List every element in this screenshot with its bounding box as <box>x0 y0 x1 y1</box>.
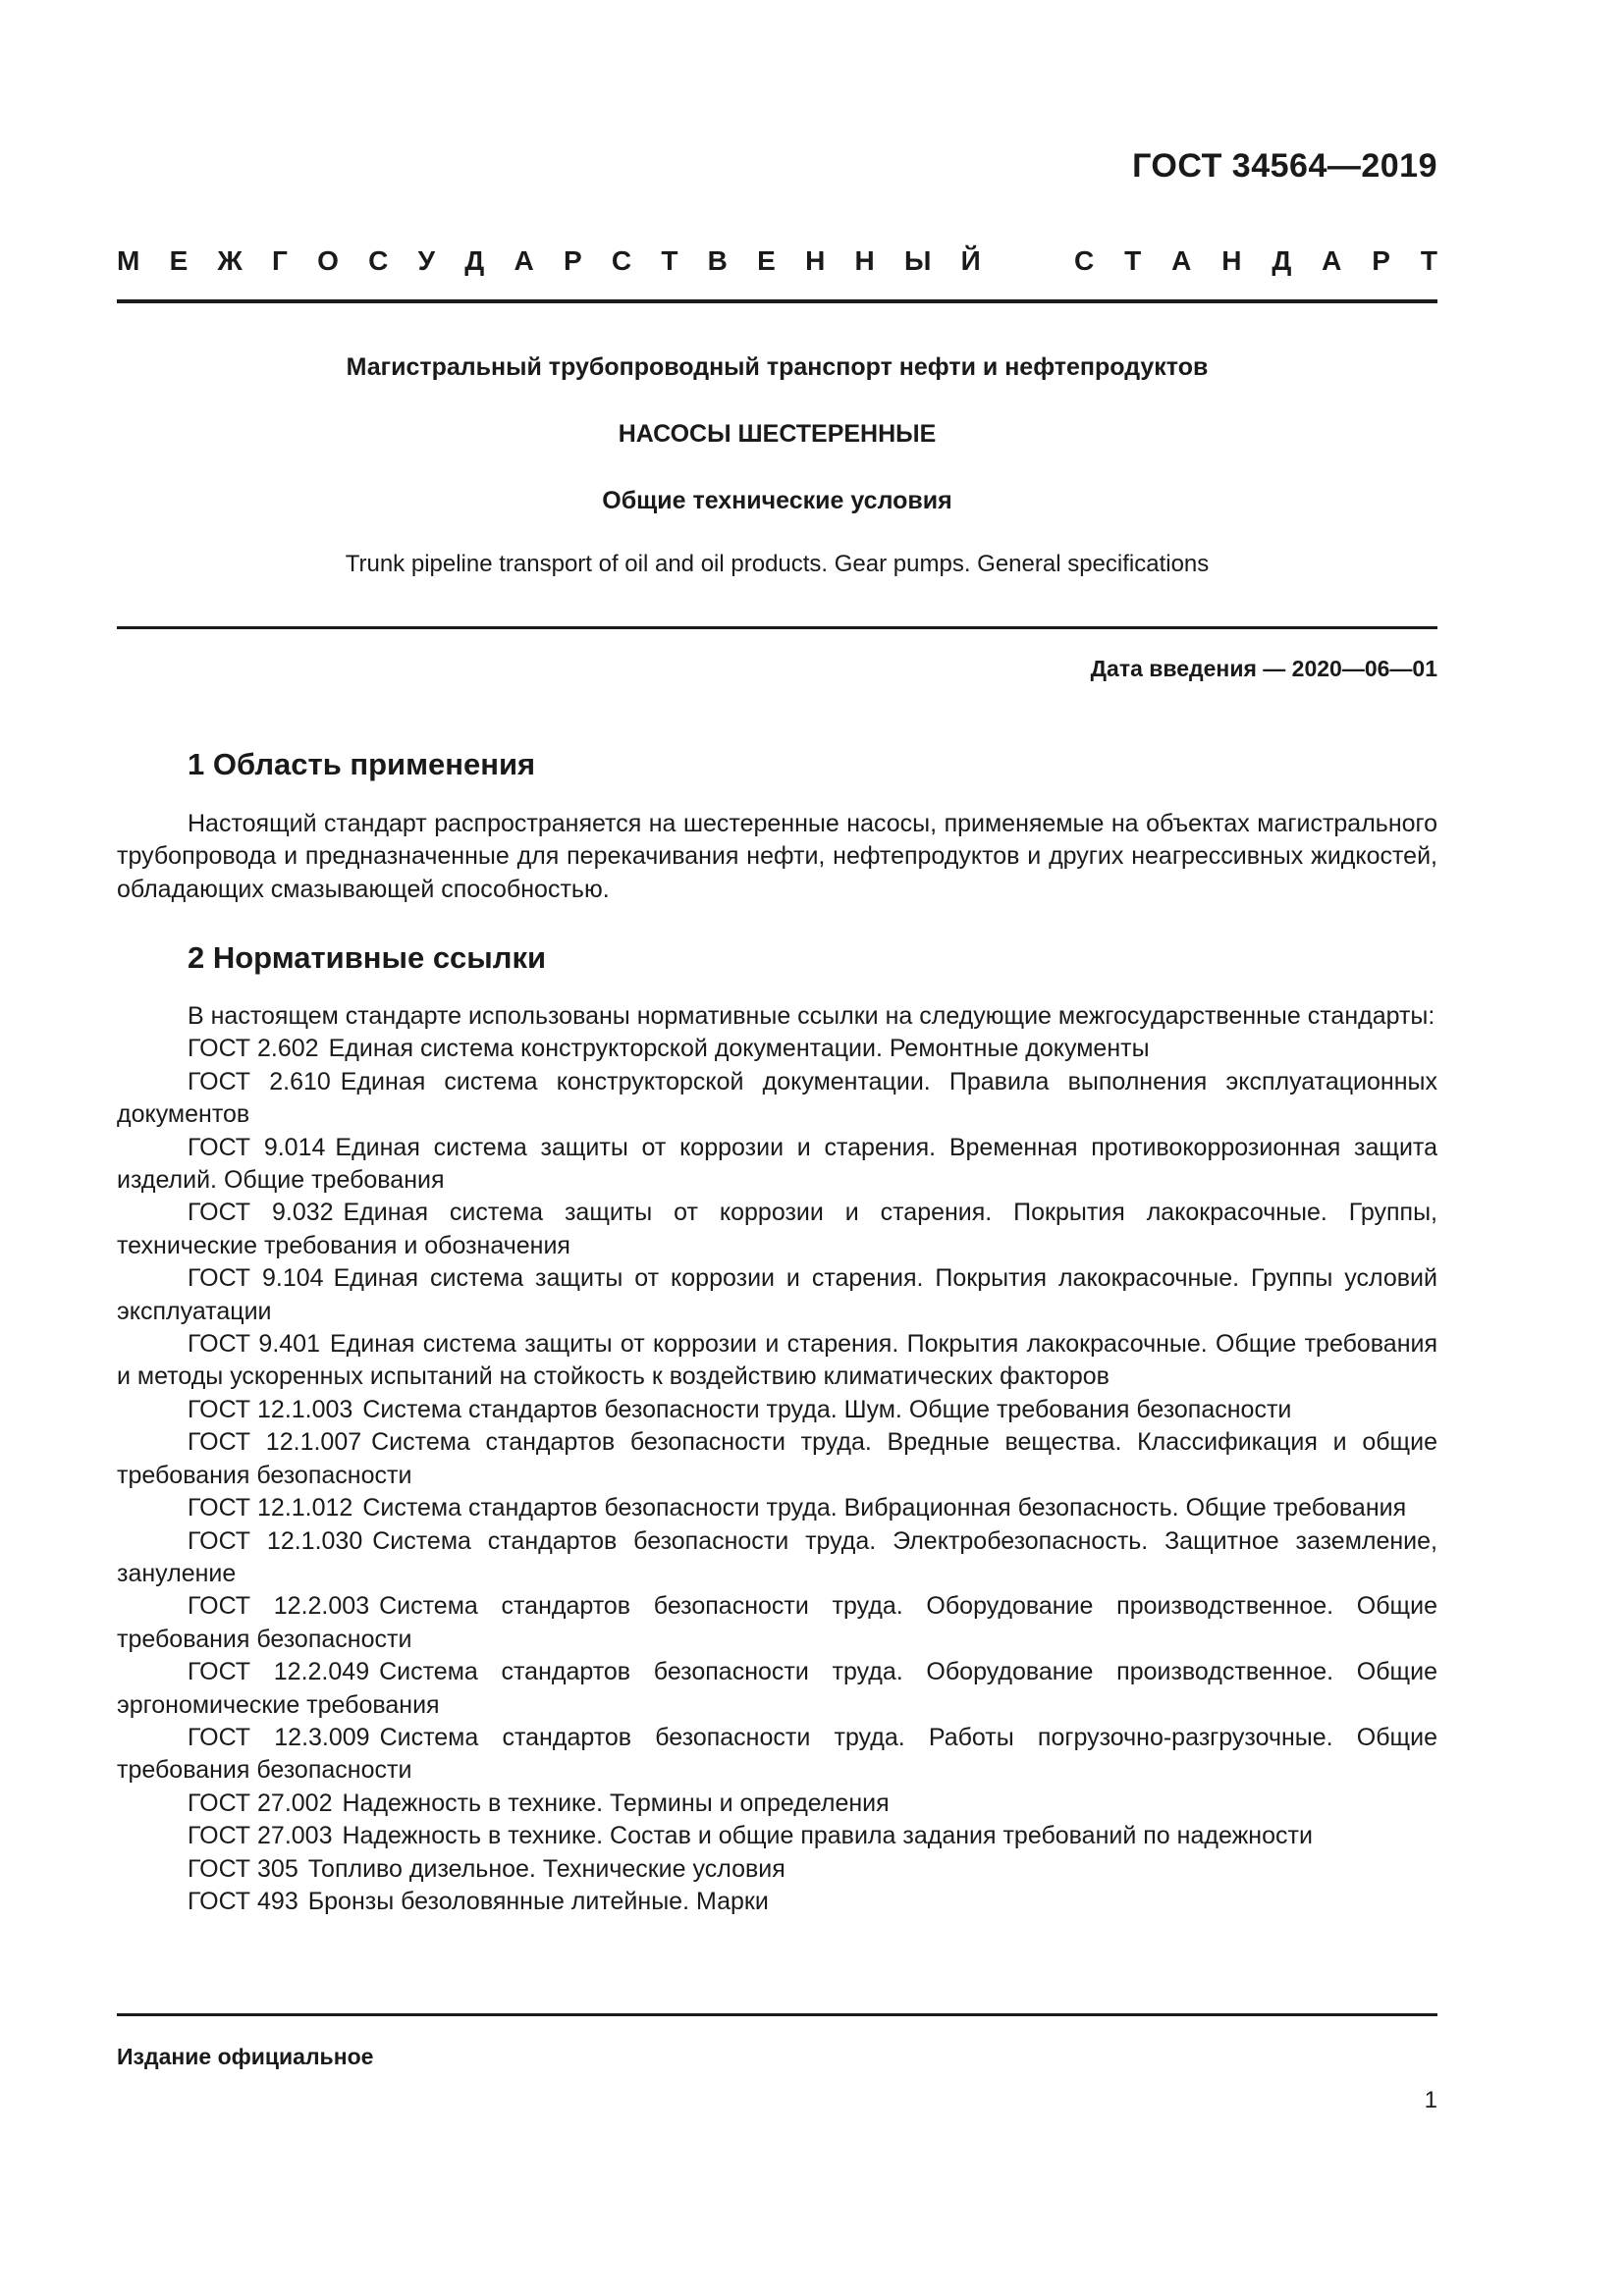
reference-code: ГОСТ 9.401 <box>188 1330 320 1359</box>
spaced-letter: Т <box>1124 245 1142 276</box>
reference-code: ГОСТ 2.610 <box>188 1067 331 1095</box>
reference-code: ГОСТ 9.014 <box>188 1133 326 1161</box>
reference-title: Система стандартов безопасности труда. Вибрационная безопасность. Общие требования <box>362 1494 1407 1522</box>
reference-title: Надежность в технике. Состав и общие правила задания требований по надежности <box>342 1822 1313 1850</box>
reference-title: Топливо дизельное. Технические условия <box>307 1854 785 1883</box>
spaced-letter: С <box>1074 245 1095 276</box>
section-2-intro: В настоящем стандарте использованы нормативные ссылки на следующие межгосударственные стандарты: <box>188 1002 1435 1030</box>
reference-code: ГОСТ 493 <box>188 1887 298 1915</box>
normative-reference <box>117 1197 1437 1262</box>
normative-reference <box>117 1788 1437 1820</box>
subject-title: Магистральный трубопроводный транспорт нефти и нефтепродуктов <box>346 353 1209 381</box>
reference-title: Единая система конструкторской документации. Ремонтные документы <box>328 1035 1150 1063</box>
spaced-letter: У <box>417 245 436 276</box>
footer-rule <box>117 2013 1437 2016</box>
page-number: 1 <box>1424 2087 1437 2113</box>
spaced-letter: В <box>707 245 728 276</box>
normative-reference <box>117 1656 1437 1722</box>
section-1-paragraph: Настоящий стандарт распространяется на шестеренные насосы, применяемые на объектах магистрального трубопровода и предназначенные для перекачивания нефти, нефтепродуктов и других неагрессивных жидкостей, обладающих смазывающей способностью. <box>117 810 1437 903</box>
spaced-letter: Т <box>1420 245 1437 276</box>
reference-title: Единая система защиты от коррозии и старения. Покрытия лакокрасочные. Группы условий эксплуатации <box>117 1264 1437 1325</box>
reference-title: Надежность в технике. Термины и определения <box>342 1789 890 1817</box>
normative-reference <box>117 1132 1437 1198</box>
reference-code: ГОСТ 12.1.003 <box>188 1395 353 1423</box>
normative-reference <box>117 1426 1437 1492</box>
spaced-letter: Н <box>805 245 826 276</box>
section-2-body <box>117 1000 1437 1918</box>
reference-title: Система стандартов безопасности труда. Вредные вещества. Классификация и общие требования безопасности <box>117 1428 1437 1489</box>
spaced-letter: Д <box>464 245 485 276</box>
reference-code: ГОСТ 9.104 <box>188 1264 324 1293</box>
reference-code: ГОСТ 12.3.009 <box>188 1723 370 1751</box>
title-rule <box>117 626 1437 629</box>
normative-reference <box>117 1394 1437 1426</box>
standard-type-word-2 <box>1074 245 1437 277</box>
normative-reference <box>117 1590 1437 1656</box>
document-number: ГОСТ 34564—2019 <box>1132 147 1437 185</box>
reference-title: Единая система защиты от коррозии и старения. Покрытия лакокрасочные. Группы, технические требования и обозначения <box>117 1199 1437 1259</box>
reference-code: ГОСТ 27.002 <box>188 1789 333 1817</box>
spaced-letter: С <box>368 245 389 276</box>
general-title: Общие технические условия <box>602 487 952 514</box>
reference-code: ГОСТ 27.003 <box>188 1822 333 1850</box>
spaced-letter: А <box>1171 245 1192 276</box>
english-title: Trunk pipeline transport of oil and oil products. Gear pumps. General specifications <box>345 551 1210 577</box>
reference-code: ГОСТ 12.2.049 <box>188 1658 370 1686</box>
spaced-letter: Г <box>272 245 288 276</box>
reference-title: Система стандартов безопасности труда. Шум. Общие требования безопасности <box>362 1395 1292 1423</box>
normative-reference <box>117 1492 1437 1524</box>
spaced-letter: Т <box>661 245 678 276</box>
normative-reference <box>117 1722 1437 1788</box>
official-edition-label: Издание официальное <box>117 2044 374 2069</box>
section-1-body <box>117 808 1437 906</box>
spaced-letter: Й <box>960 245 981 276</box>
spaced-letter: А <box>1322 245 1342 276</box>
reference-code: ГОСТ 305 <box>188 1854 298 1883</box>
normative-reference <box>117 1262 1437 1328</box>
standard-type-heading <box>117 245 1437 277</box>
normative-reference <box>117 1525 1437 1591</box>
spaced-letter: Е <box>169 245 189 276</box>
spaced-letter: Е <box>757 245 776 276</box>
normative-reference <box>117 1033 1437 1065</box>
normative-reference <box>117 1820 1437 1852</box>
spaced-letter: Р <box>563 245 582 276</box>
spaced-letter: М <box>117 245 140 276</box>
reference-code: ГОСТ 12.1.030 <box>188 1526 363 1555</box>
section-1-heading: 1 Область применения <box>188 747 536 781</box>
normative-reference <box>117 1886 1437 1918</box>
reference-title: Бронзы безоловянные литейные. Марки <box>307 1887 769 1915</box>
reference-code: ГОСТ 9.032 <box>188 1199 334 1227</box>
reference-title: Единая система конструкторской документации. Правила выполнения эксплуатационных документов <box>117 1067 1437 1129</box>
spaced-letter: Ж <box>217 245 243 276</box>
reference-code: ГОСТ 2.602 <box>188 1035 319 1063</box>
normative-reference <box>117 1066 1437 1132</box>
reference-code: ГОСТ 12.2.003 <box>188 1592 370 1621</box>
reference-title: Единая система защиты от коррозии и старения. Покрытия лакокрасочные. Общие требования и методы ускоренных испытаний на стойкость к воздействию климатических факторов <box>117 1330 1437 1391</box>
normative-reference <box>117 1328 1437 1394</box>
reference-title: Система стандартов безопасности труда. Электробезопасность. Защитное заземление, зануление <box>117 1526 1437 1587</box>
reference-code: ГОСТ 12.1.007 <box>188 1428 362 1457</box>
spaced-letter: Р <box>1372 245 1390 276</box>
reference-title: Единая система защиты от коррозии и старения. Временная противокоррозионная защита изделий. Общие требования <box>117 1133 1437 1195</box>
normative-references-list <box>117 1033 1437 1918</box>
spaced-letter: Н <box>1221 245 1242 276</box>
reference-code: ГОСТ 12.1.012 <box>188 1494 353 1522</box>
spaced-letter: А <box>514 245 534 276</box>
spaced-letter: О <box>317 245 339 276</box>
normative-reference <box>117 1853 1437 1886</box>
reference-title: Система стандартов безопасности труда. Оборудование производственное. Общие требования безопасности <box>117 1592 1437 1653</box>
spaced-letter: Н <box>854 245 875 276</box>
spaced-letter: Ы <box>904 245 932 276</box>
spaced-letter: Д <box>1272 245 1292 276</box>
section-2-heading: 2 Нормативные ссылки <box>188 940 547 975</box>
reference-title: Система стандартов безопасности труда. Оборудование производственное. Общие эргономические требования <box>117 1658 1437 1719</box>
reference-title: Система стандартов безопасности труда. Работы погрузочно-разгрузочные. Общие требования безопасности <box>117 1723 1437 1785</box>
header-rule <box>117 299 1437 303</box>
spaced-letter: С <box>611 245 632 276</box>
standard-type-word-1 <box>117 245 981 277</box>
introduction-date: Дата введения — 2020—06—01 <box>1090 656 1437 681</box>
main-title: НАСОСЫ ШЕСТЕРЕННЫЕ <box>618 420 937 448</box>
